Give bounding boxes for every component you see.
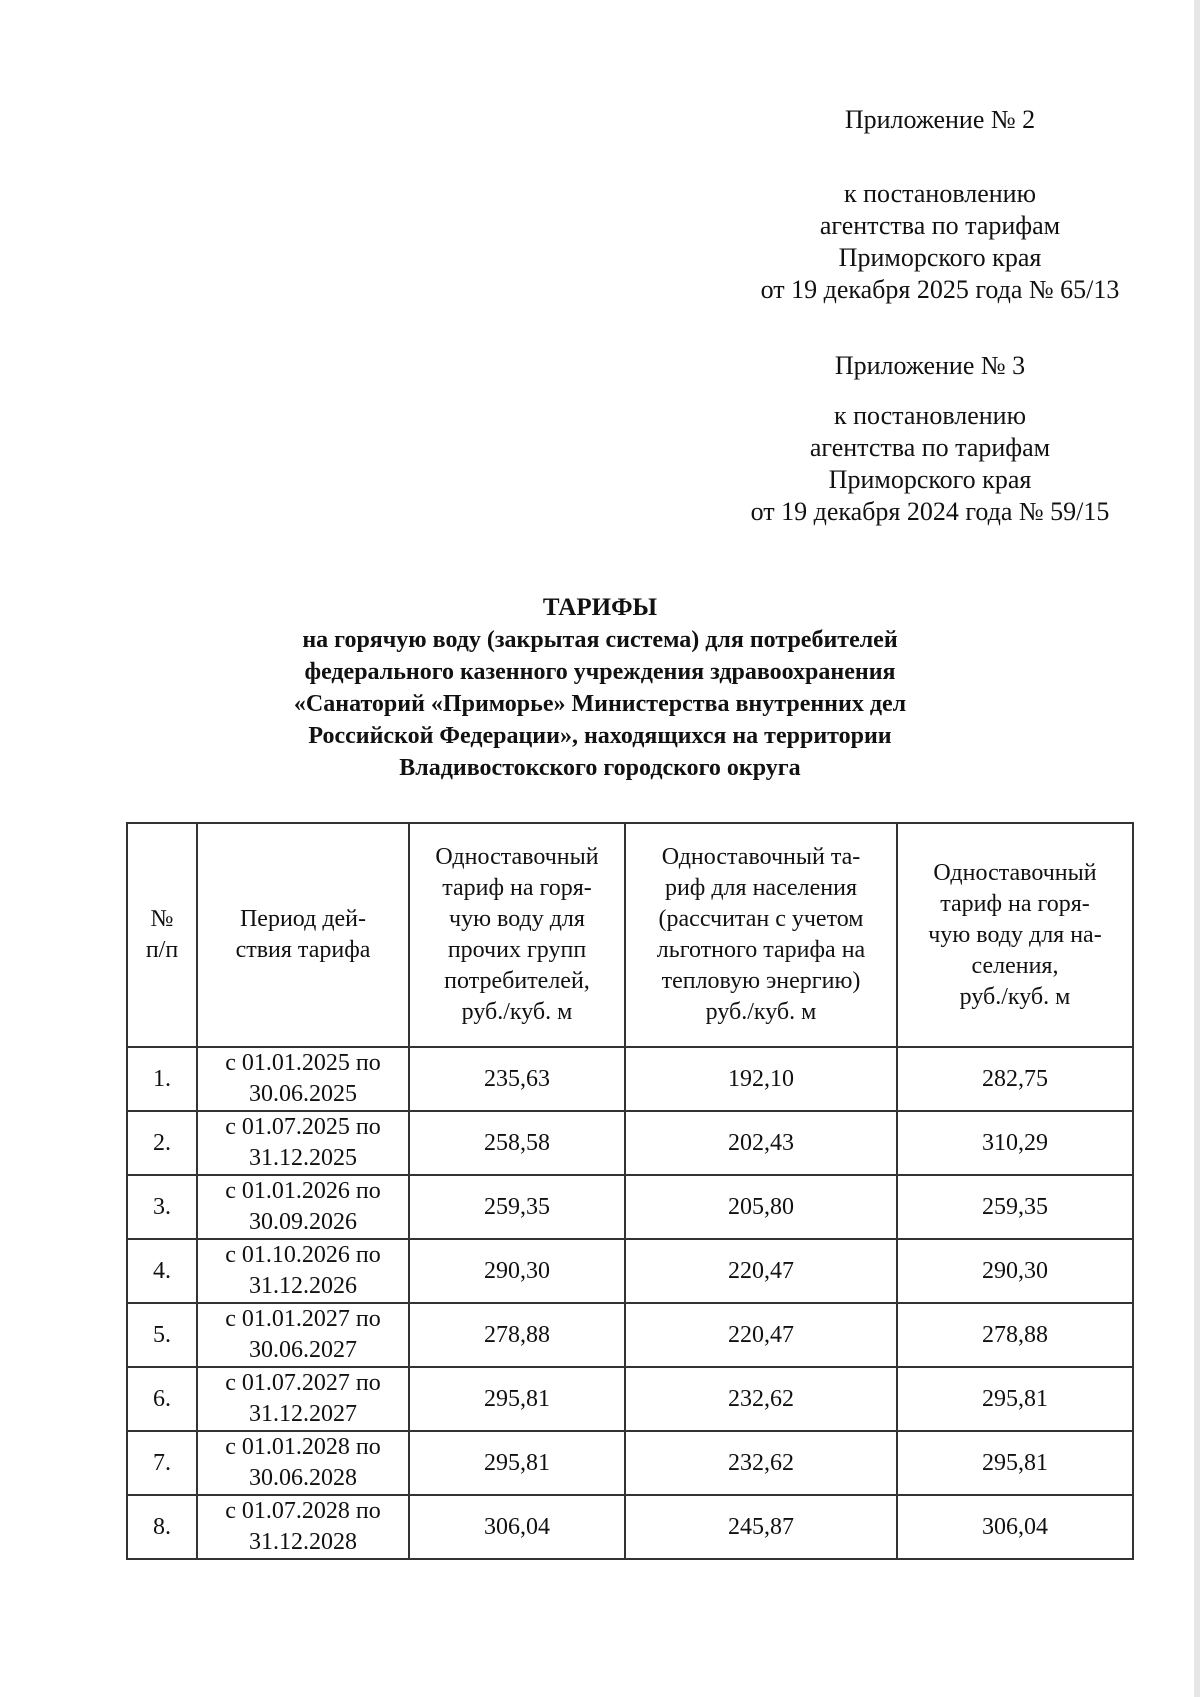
row-period: [197, 1239, 409, 1303]
annex-2-line: от 19 декабря 2025 года № 65/13: [760, 275, 1120, 304]
annex-2-title: Приложение № 2: [844, 105, 1036, 134]
document-title-block: [200, 592, 1000, 784]
tariff-other-consumers: 235,63: [409, 1047, 625, 1111]
annex-2-header: [690, 104, 1190, 306]
header-line: риф для населения: [664, 875, 858, 901]
tariff-other-consumers: 259,35: [409, 1175, 625, 1239]
document-subtitle-line: «Санаторий «Приморье» Министерства внутренних дел: [293, 691, 907, 717]
table-row: [127, 1175, 1133, 1239]
tariff-other-consumers: 278,88: [409, 1303, 625, 1367]
annex-3-line: Приморского края: [828, 465, 1032, 494]
row-number: 6.: [127, 1367, 197, 1431]
tariff-population: 259,35: [897, 1175, 1133, 1239]
header-line: Одноставочный: [435, 844, 599, 870]
annex-3-line: к постановлению: [833, 401, 1027, 430]
table-body: [127, 1047, 1133, 1559]
period-line: 31.12.2026: [249, 1273, 357, 1299]
tariff-population-preferential: 232,62: [625, 1367, 897, 1431]
tariffs-table: [126, 822, 1134, 1560]
header-line: п/п: [145, 937, 179, 963]
header-line: прочих групп: [447, 937, 587, 963]
row-period: [197, 1495, 409, 1559]
row-period: [197, 1367, 409, 1431]
tariff-population-preferential: 202,43: [625, 1111, 897, 1175]
header-line: селения,: [971, 952, 1059, 979]
document-subtitle-line: федерального казенного учреждения здравоохранения: [304, 659, 896, 685]
period-line: 30.06.2025: [249, 1081, 357, 1107]
row-period: [197, 1111, 409, 1175]
tariff-population: 278,88: [897, 1303, 1133, 1367]
tariff-population: 295,81: [897, 1367, 1133, 1431]
period-line: с 01.01.2025 по: [225, 1050, 381, 1076]
document-subtitle-line: Владивостокского городского округа: [399, 755, 801, 781]
header-line: тариф на горя-: [940, 890, 1090, 917]
period-line: с 01.07.2027 по: [225, 1370, 381, 1396]
row-number: 7.: [127, 1431, 197, 1495]
table-row: [127, 1239, 1133, 1303]
tariff-population: 310,29: [897, 1111, 1133, 1175]
period-line: 30.06.2028: [249, 1465, 357, 1491]
table-row: [127, 1495, 1133, 1559]
annex-3-line: агентства по тарифам: [809, 433, 1051, 462]
header-line: потребителей,: [444, 968, 590, 994]
period-line: с 01.07.2025 по: [225, 1114, 381, 1140]
annex-2-line: Приморского края: [838, 243, 1042, 272]
header-num: [127, 823, 197, 1047]
header-line: чую воду для на-: [928, 921, 1102, 948]
header-line: Период дей-: [239, 906, 367, 932]
annex-3-line: от 19 декабря 2024 года № 59/15: [750, 497, 1110, 526]
annex-3-title: Приложение № 3: [834, 351, 1026, 380]
document-subtitle-line: на горячую воду (закрытая система) для потребителей: [302, 627, 898, 653]
period-line: с 01.01.2028 по: [225, 1434, 381, 1460]
period-line: 31.12.2028: [249, 1529, 357, 1555]
table-row: [127, 1047, 1133, 1111]
row-number: 4.: [127, 1239, 197, 1303]
table-header-row: [127, 823, 1133, 1047]
document-subtitle-line: Российской Федерации», находящихся на территории: [308, 723, 892, 749]
row-period: [197, 1175, 409, 1239]
tariff-other-consumers: 295,81: [409, 1431, 625, 1495]
tariff-other-consumers: 306,04: [409, 1495, 625, 1559]
row-number: 5.: [127, 1303, 197, 1367]
tariff-population: 282,75: [897, 1047, 1133, 1111]
tariff-population-preferential: 220,47: [625, 1239, 897, 1303]
header-line: чую воду для: [449, 906, 585, 932]
header-line: тариф на горя-: [442, 875, 592, 901]
tariff-other-consumers: 295,81: [409, 1367, 625, 1431]
header-line: руб./куб. м: [705, 999, 817, 1025]
tariff-population: 290,30: [897, 1239, 1133, 1303]
header-population-preferential: [625, 823, 897, 1047]
row-period: [197, 1431, 409, 1495]
table-row: [127, 1367, 1133, 1431]
period-line: с 01.10.2026 по: [225, 1242, 381, 1268]
row-number: 1.: [127, 1047, 197, 1111]
header-line: тепловую энергию): [661, 968, 861, 994]
period-line: с 01.01.2027 по: [225, 1306, 381, 1332]
annex-2-line: к постановлению: [843, 179, 1037, 208]
period-line: 30.06.2027: [249, 1337, 357, 1363]
page-edge-shadow: [1194, 0, 1200, 1697]
tariff-other-consumers: 258,58: [409, 1111, 625, 1175]
header-line: Одноставочный та-: [661, 844, 861, 870]
period-line: 31.12.2025: [249, 1145, 357, 1171]
header-line: льготного тарифа на: [656, 937, 866, 963]
header-line: Одноставочный: [933, 859, 1097, 886]
row-number: 8.: [127, 1495, 197, 1559]
header-line: ствия тарифа: [235, 937, 371, 963]
period-line: 30.09.2026: [249, 1209, 357, 1235]
row-period: [197, 1303, 409, 1367]
tariff-population: 306,04: [897, 1495, 1133, 1559]
period-line: 31.12.2027: [249, 1401, 357, 1427]
table-row: [127, 1431, 1133, 1495]
annex-3-header: [680, 350, 1180, 528]
header-population: [897, 823, 1133, 1047]
header-other-consumers: [409, 823, 625, 1047]
tariff-population-preferential: 205,80: [625, 1175, 897, 1239]
tariff-population-preferential: 245,87: [625, 1495, 897, 1559]
table-row: [127, 1303, 1133, 1367]
row-number: 3.: [127, 1175, 197, 1239]
header-line: №: [150, 906, 174, 932]
tariff-population-preferential: 220,47: [625, 1303, 897, 1367]
tariff-population-preferential: 232,62: [625, 1431, 897, 1495]
header-line: (рассчитан с учетом: [658, 906, 864, 932]
header-line: руб./куб. м: [461, 999, 573, 1025]
row-number: 2.: [127, 1111, 197, 1175]
header-line: руб./куб. м: [959, 983, 1071, 1010]
table-row: [127, 1111, 1133, 1175]
period-line: с 01.01.2026 по: [225, 1178, 381, 1204]
annex-2-line: агентства по тарифам: [819, 211, 1061, 240]
row-period: [197, 1047, 409, 1111]
header-period: [197, 823, 409, 1047]
document-title: ТАРИФЫ: [542, 594, 658, 621]
tariff-other-consumers: 290,30: [409, 1239, 625, 1303]
tariff-population-preferential: 192,10: [625, 1047, 897, 1111]
tariff-population: 295,81: [897, 1431, 1133, 1495]
period-line: с 01.07.2028 по: [225, 1498, 381, 1524]
